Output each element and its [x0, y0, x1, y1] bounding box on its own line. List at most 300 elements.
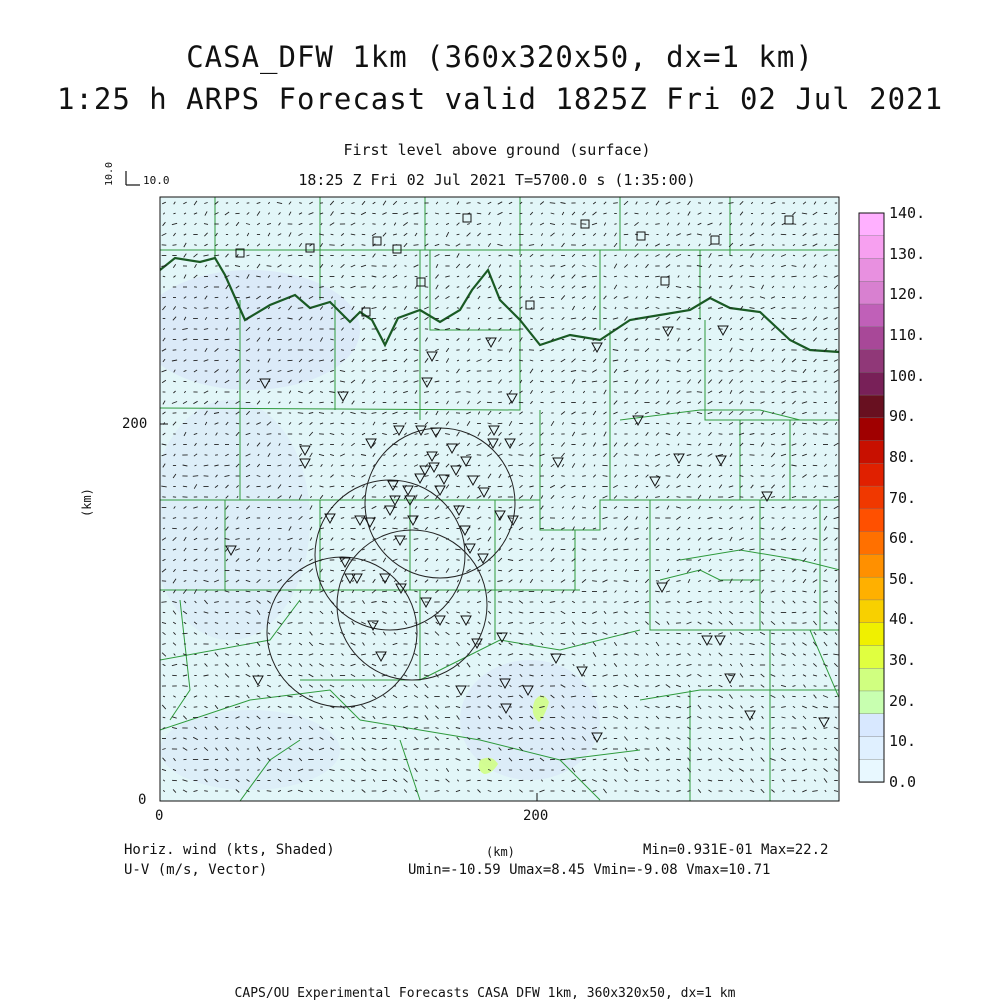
wind-vector: [520, 224, 522, 225]
wind-vector: [330, 549, 334, 550]
wind-vector: [457, 602, 460, 603]
wind-vector: [823, 486, 828, 487]
wind-vector: [814, 686, 817, 687]
wind-vector: [487, 381, 491, 382]
wind-vector: [341, 686, 344, 687]
wind-vector: [582, 381, 586, 382]
wind-vector: [498, 570, 502, 571]
wind-vector: [341, 350, 344, 351]
wind-vector: [436, 549, 439, 550]
wind-vector: [362, 392, 364, 393]
wind-vector: [625, 287, 627, 288]
colorbar-swatch: [859, 372, 884, 395]
wind-vector: [456, 560, 459, 561]
time-subtitle: 18:25 Z Fri 02 Jul 2021 T=5700.0 s (1:35:00): [0, 171, 994, 189]
colorbar-swatch: [859, 350, 884, 373]
wind-vector: [688, 486, 691, 487]
wind-vector: [708, 644, 713, 645]
colorbar-swatch: [859, 486, 884, 509]
colorbar-swatch: [859, 736, 884, 759]
wind-vector: [709, 350, 712, 351]
wind-vector: [634, 465, 638, 466]
wind-vector: [666, 602, 671, 603]
wind-vector: [582, 413, 586, 414]
wind-vector: [782, 633, 785, 634]
wind-vector: [488, 686, 491, 687]
wind-vector: [278, 423, 281, 424]
wind-vector: [561, 476, 564, 477]
colorbar-swatch: [859, 441, 884, 464]
wind-vector: [247, 707, 249, 708]
wind-vector: [582, 371, 587, 372]
wind-vector: [741, 791, 743, 792]
wind-vector: [655, 339, 660, 340]
wind-vector: [362, 591, 364, 592]
wind-vector: [299, 476, 303, 477]
wind-vector: [646, 224, 648, 225]
wind-vector: [540, 381, 544, 382]
wind-vector: [709, 675, 712, 676]
wind-vector: [466, 392, 470, 393]
wind-vector: [698, 612, 700, 613]
wind-vector: [456, 486, 460, 487]
wind-vector: [299, 528, 301, 529]
wind-vector: [383, 707, 386, 708]
wind-vector: [530, 738, 533, 739]
wind-vector: [720, 245, 722, 246]
colorbar-swatch: [859, 463, 884, 486]
wind-vector: [488, 518, 490, 519]
wind-vector: [182, 686, 187, 687]
wind-vector: [298, 308, 303, 309]
wind-vector: [414, 245, 419, 246]
wind-vector: [288, 518, 292, 519]
wind-vector: [173, 213, 175, 214]
wind-vector: [194, 245, 196, 246]
wind-vector: [299, 276, 302, 277]
colorbar-label: 60.: [889, 529, 916, 547]
wind-vector: [562, 339, 564, 340]
wind-vector: [478, 738, 481, 739]
wind-vector: [645, 612, 649, 613]
low-speed-region: [150, 400, 310, 640]
wind-vector: [341, 213, 345, 214]
wind-vector: [457, 234, 460, 235]
wind-vector: [793, 255, 795, 256]
plot-area: [140, 197, 840, 801]
colorbar-label: 140.: [889, 204, 925, 222]
wind-vector: [299, 203, 302, 204]
wind-vector: [592, 276, 597, 277]
wind-vector: [457, 318, 459, 319]
wind-vector: [582, 476, 586, 477]
wind-vector: [614, 392, 617, 393]
wind-vector: [267, 570, 271, 571]
colorbar-swatch: [859, 304, 884, 327]
wind-vector: [604, 371, 606, 372]
wind-vector: [709, 423, 711, 424]
colorbar-swatch: [859, 259, 884, 282]
wind-vector: [551, 381, 554, 382]
wind-vector: [446, 339, 449, 340]
wind-vector: [636, 728, 638, 729]
wind-vector: [761, 549, 764, 550]
wind-vector: [562, 780, 565, 781]
legend-uv-range: Umin=-10.59 Umax=8.45 Vmin=-9.08 Vmax=10.71: [408, 862, 770, 878]
colorbar-swatch: [859, 691, 884, 714]
wind-vector: [834, 476, 838, 477]
wind-vector: [257, 308, 260, 309]
colorbar-label: 110.: [889, 326, 925, 344]
wind-vector: [446, 381, 449, 382]
wind-vector: [677, 570, 680, 571]
wind-vector: [403, 602, 407, 603]
wind-vector: [687, 444, 692, 445]
wind-vector: [405, 266, 407, 267]
wind-vector: [225, 339, 230, 340]
wind-vector: [352, 581, 354, 582]
wind-vector: [719, 297, 721, 298]
wind-vector: [645, 234, 649, 235]
wind-vector: [697, 392, 702, 393]
wind-vector: [226, 360, 228, 361]
wind-vector: [499, 675, 501, 676]
wind-vector: [161, 602, 166, 603]
wind-vector: [499, 308, 502, 309]
wind-vector: [446, 213, 449, 214]
wind-vector: [772, 245, 774, 246]
wind-vector: [802, 423, 807, 424]
wind-vector: [425, 539, 428, 540]
legend-field: Horiz. wind (kts, Shaded): [124, 842, 335, 858]
wind-vector: [466, 203, 470, 204]
wind-vector: [331, 234, 334, 235]
wind-vector: [478, 728, 481, 729]
legend-vector: U-V (m/s, Vector): [124, 862, 267, 878]
wind-vector: [655, 591, 660, 592]
wind-vector: [310, 581, 312, 582]
wind-vector: [688, 633, 690, 634]
wind-vector: [309, 350, 313, 351]
wind-vector: [382, 591, 387, 592]
wind-vector: [257, 434, 260, 435]
wind-vector: [718, 255, 722, 256]
wind-vector: [530, 780, 532, 781]
wind-vector: [823, 654, 828, 655]
wind-vector: [392, 759, 397, 760]
footer-credit: CAPS/OU Experimental Forecasts CASA DFW 1km, 360x320x50, dx=1 km: [0, 986, 970, 1001]
wind-vector: [362, 329, 365, 330]
wind-vector: [404, 402, 407, 403]
wind-vector: [194, 612, 196, 613]
wind-vector: [404, 255, 407, 256]
wind-vector: [594, 560, 596, 561]
colorbar-swatch: [859, 577, 884, 600]
wind-vector: [467, 507, 471, 508]
wind-vector: [592, 318, 597, 319]
wind-vector: [183, 486, 187, 487]
wind-vector: [656, 392, 659, 393]
wind-vector: [572, 423, 576, 424]
wind-vector: [455, 549, 460, 550]
vector-key-label: 10.0: [143, 174, 170, 187]
wind-vector: [646, 791, 649, 792]
wind-vector: [215, 759, 218, 760]
wind-vector: [583, 203, 585, 204]
wind-vector: [583, 770, 586, 771]
wind-vector: [414, 486, 418, 487]
colorbar-swatch: [859, 281, 884, 304]
wind-vector: [225, 318, 228, 319]
wind-vector: [582, 255, 586, 256]
wind-vector: [246, 591, 251, 592]
wind-vector: [551, 528, 554, 529]
colorbar-label: 0.0: [889, 773, 916, 791]
wind-vector: [173, 245, 177, 246]
wind-vector: [372, 560, 377, 561]
x-axis-label: (km): [486, 845, 515, 859]
wind-vector: [592, 581, 597, 582]
wind-vector: [666, 549, 670, 550]
colorbar-swatch: [859, 532, 884, 555]
wind-vector: [352, 245, 354, 246]
wind-vector: [278, 507, 281, 508]
wind-vector: [279, 696, 281, 697]
wind-vector: [204, 791, 208, 792]
wind-vector: [267, 791, 272, 792]
colorbar-swatch: [859, 509, 884, 532]
wind-vector: [361, 465, 365, 466]
wind-vector: [267, 266, 272, 267]
wind-vector: [373, 759, 376, 760]
wind-vector: [582, 434, 587, 435]
wind-vector: [613, 203, 618, 204]
wind-vector: [455, 392, 460, 393]
wind-vector: [698, 686, 701, 687]
wind-vector: [614, 255, 616, 256]
wind-vector: [425, 350, 427, 351]
wind-vector: [792, 591, 796, 592]
wind-vector: [635, 213, 639, 214]
wind-vector: [614, 570, 616, 571]
colorbar-label: 50.: [889, 570, 916, 588]
wind-vector: [331, 402, 333, 403]
colorbar-label: 40.: [889, 610, 916, 628]
wind-vector: [309, 266, 313, 267]
wind-vector: [236, 308, 239, 309]
colorbar-swatch: [859, 327, 884, 350]
wind-vector: [530, 434, 532, 435]
wind-vector: [268, 560, 270, 561]
wind-vector: [719, 549, 721, 550]
wind-vector: [803, 623, 807, 624]
wind-vector: [635, 402, 637, 403]
wind-vector: [499, 297, 502, 298]
wind-vector: [593, 759, 596, 760]
wind-vector: [729, 255, 732, 256]
wind-vector: [614, 276, 617, 277]
y-tick-200: 200: [122, 416, 147, 432]
wind-vector: [791, 371, 796, 372]
colorbar-swatch: [859, 714, 884, 737]
wind-vector: [477, 213, 481, 214]
wind-vector: [739, 560, 744, 561]
wind-vector: [730, 465, 732, 466]
wind-vector: [791, 276, 796, 277]
wind-vector: [761, 539, 764, 540]
wind-vector: [288, 455, 291, 456]
colorbar-swatch: [859, 600, 884, 623]
y-axis-label: (km): [80, 488, 94, 517]
wind-vector: [518, 455, 523, 456]
wind-vector: [477, 749, 481, 750]
colorbar-swatch: [859, 759, 884, 782]
wind-vector: [750, 266, 754, 267]
colorbar-label: 20.: [889, 692, 916, 710]
wind-vector: [215, 276, 217, 277]
wind-vector: [288, 276, 292, 277]
wind-vector: [288, 591, 291, 592]
colorbar-label: 80.: [889, 448, 916, 466]
wind-vector: [655, 224, 659, 225]
wind-vector: [529, 728, 534, 729]
wind-vector: [750, 392, 754, 393]
wind-vector: [457, 308, 459, 309]
colorbar-swatch: [859, 213, 884, 236]
wind-vector: [257, 791, 259, 792]
colorbar-swatch: [859, 418, 884, 441]
wind-vector: [404, 612, 407, 613]
wind-vector: [772, 770, 774, 771]
wind-vector: [393, 654, 397, 655]
wind-vector: [772, 570, 775, 571]
wind-vector: [624, 549, 629, 550]
wind-vector: [163, 591, 165, 592]
wind-vector: [392, 528, 397, 529]
colorbar-label: 70.: [889, 489, 916, 507]
wind-vector: [394, 623, 396, 624]
wind-vector: [499, 738, 502, 739]
colorbar-label: 90.: [889, 407, 916, 425]
wind-vector: [677, 497, 681, 498]
wind-vector: [383, 255, 386, 256]
wind-vector: [697, 759, 702, 760]
colorbar-swatch: [859, 395, 884, 418]
wind-vector: [457, 276, 459, 277]
wind-vector: [624, 497, 627, 498]
wind-vector: [645, 675, 649, 676]
colorbar-swatch: [859, 668, 884, 691]
wind-vector: [466, 707, 470, 708]
wind-vector: [509, 539, 511, 540]
wind-vector: [204, 539, 208, 540]
colorbar-swatch: [859, 645, 884, 668]
wind-vector: [730, 518, 733, 519]
colorbar-swatch: [859, 236, 884, 259]
wind-vector: [804, 339, 806, 340]
wind-vector: [331, 318, 333, 319]
wind-vector: [488, 297, 492, 298]
wind-vector: [373, 644, 375, 645]
colorbar-swatch: [859, 623, 884, 646]
wind-vector: [698, 528, 701, 529]
wind-vector: [246, 654, 249, 655]
x-tick-200: 200: [523, 808, 548, 824]
wind-vector: [457, 287, 459, 288]
wind-vector: [373, 570, 375, 571]
wind-vector: [718, 581, 723, 582]
wind-vector: [319, 402, 323, 403]
wind-vector: [614, 224, 616, 225]
colorbar-label: 130.: [889, 245, 925, 263]
wind-vector: [447, 497, 449, 498]
colorbar: [859, 213, 884, 783]
wind-vector: [224, 465, 229, 466]
wind-vector: [634, 717, 638, 718]
wind-vector: [719, 371, 723, 372]
wind-vector: [267, 434, 272, 435]
wind-vector: [467, 791, 469, 792]
wind-vector: [719, 560, 722, 561]
wind-vector: [771, 581, 774, 582]
figure-title-line1: CASA_DFW 1km (360x320x50, dx=1 km): [0, 40, 1000, 74]
wind-vector: [341, 465, 345, 466]
wind-vector: [289, 728, 291, 729]
wind-vector: [771, 633, 775, 634]
wind-vector: [298, 413, 303, 414]
x-tick-0: 0: [155, 808, 163, 824]
wind-vector: [823, 360, 827, 361]
wind-vector: [436, 371, 438, 372]
wind-vector: [331, 308, 333, 309]
wind-vector: [163, 696, 165, 697]
wind-vector: [730, 749, 733, 750]
wind-vector: [666, 759, 670, 760]
wind-vector: [666, 770, 670, 771]
low-speed-region: [140, 270, 360, 390]
wind-vector: [750, 423, 753, 424]
wind-vector: [688, 644, 691, 645]
wind-vector: [761, 381, 764, 382]
wind-vector: [413, 371, 418, 372]
wind-vector: [194, 518, 198, 519]
wind-vector: [551, 434, 554, 435]
colorbar-swatch: [859, 554, 884, 577]
wind-vector: [425, 780, 427, 781]
wind-vector: [823, 602, 828, 603]
wind-vector: [299, 402, 303, 403]
wind-vector: [498, 507, 501, 508]
wind-vector: [615, 339, 617, 340]
wind-vector: [510, 413, 512, 414]
wind-vector: [351, 602, 355, 603]
wind-vector: [467, 255, 470, 256]
wind-vector: [603, 560, 607, 561]
wind-vector: [204, 654, 208, 655]
y-tick-0: 0: [138, 792, 146, 808]
wind-vector: [436, 528, 438, 529]
wind-vector: [824, 623, 827, 624]
wind-vector: [792, 675, 795, 676]
wind-vector: [446, 371, 449, 372]
wind-vector: [729, 602, 732, 603]
wind-vector: [583, 234, 585, 235]
wind-vector: [341, 591, 344, 592]
wind-vector: [310, 444, 312, 445]
wind-vector: [541, 308, 544, 309]
wind-vector: [655, 276, 660, 277]
wind-vector: [341, 423, 345, 424]
